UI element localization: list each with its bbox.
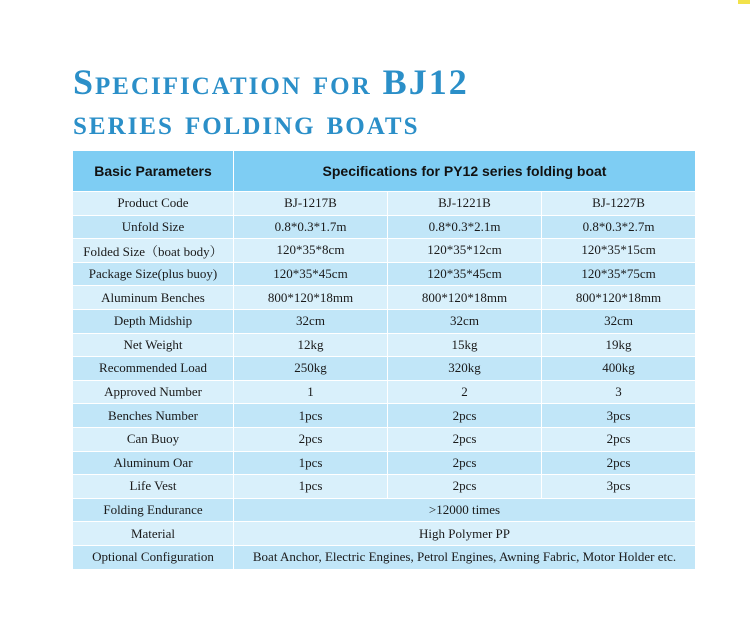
spec-merged-value-cell: High Polymer PP <box>234 522 696 546</box>
table-row <box>73 545 696 569</box>
specification-table <box>72 150 696 570</box>
table-row <box>73 380 696 404</box>
spec-value-cell: 1pcs <box>234 451 388 475</box>
corner-accent-mark <box>738 0 750 4</box>
table-row <box>73 215 696 239</box>
table-row <box>73 522 696 546</box>
spec-value-cell: 2pcs <box>388 475 542 499</box>
spec-value-cell: 3pcs <box>542 404 696 428</box>
table-row <box>73 451 696 475</box>
spec-value-cell: 3 <box>542 380 696 404</box>
parameter-label: Aluminum Benches <box>73 286 234 310</box>
table-row <box>73 404 696 428</box>
spec-value-cell: 32cm <box>542 309 696 333</box>
parameter-label: Depth Midship <box>73 309 234 333</box>
spec-value-cell: 250kg <box>234 357 388 381</box>
spec-merged-value-cell: >12000 times <box>234 498 696 522</box>
spec-value-cell: 1 <box>234 380 388 404</box>
table-row <box>73 239 696 263</box>
parameter-label: Life Vest <box>73 475 234 499</box>
parameter-label: Recommended Load <box>73 357 234 381</box>
table-row <box>73 192 696 216</box>
title-line-2: series folding boats <box>73 102 420 142</box>
title-line-1: Specification for BJ12 <box>73 62 469 102</box>
parameter-label: Aluminum Oar <box>73 451 234 475</box>
spec-value-cell: BJ-1227B <box>542 192 696 216</box>
spec-value-cell: 2pcs <box>388 427 542 451</box>
parameter-label: Optional Configuration <box>73 545 234 569</box>
spec-value-cell: 1pcs <box>234 475 388 499</box>
table-row <box>73 357 696 381</box>
table-body <box>73 192 696 570</box>
spec-value-cell: 120*35*12cm <box>388 239 542 263</box>
spec-value-cell: 0.8*0.3*2.7m <box>542 215 696 239</box>
spec-value-cell: 800*120*18mm <box>542 286 696 310</box>
spec-value-cell: 120*35*75cm <box>542 262 696 286</box>
parameter-label: Can Buoy <box>73 427 234 451</box>
spec-value-cell: 800*120*18mm <box>388 286 542 310</box>
page-title <box>73 62 469 142</box>
spec-value-cell: 400kg <box>542 357 696 381</box>
spec-value-cell: 19kg <box>542 333 696 357</box>
table-row <box>73 309 696 333</box>
parameter-label: Benches Number <box>73 404 234 428</box>
spec-value-cell: 120*35*45cm <box>388 262 542 286</box>
spec-value-cell: 2pcs <box>542 427 696 451</box>
spec-value-cell: 1pcs <box>234 404 388 428</box>
parameter-label: Package Size(plus buoy) <box>73 262 234 286</box>
spec-value-cell: 2pcs <box>542 451 696 475</box>
table-row <box>73 286 696 310</box>
table-row <box>73 262 696 286</box>
spec-value-cell: 32cm <box>388 309 542 333</box>
spec-value-cell: 800*120*18mm <box>234 286 388 310</box>
spec-value-cell: BJ-1221B <box>388 192 542 216</box>
parameter-label: Material <box>73 522 234 546</box>
spec-value-cell: 12kg <box>234 333 388 357</box>
spec-value-cell: 320kg <box>388 357 542 381</box>
spec-merged-value-cell: Boat Anchor, Electric Engines, Petrol Engines, Awning Fabric, Motor Holder etc. <box>234 545 696 569</box>
parameter-label: Approved Number <box>73 380 234 404</box>
spec-value-cell: 15kg <box>388 333 542 357</box>
header-basic-parameters: Basic Parameters <box>73 151 234 192</box>
table-row <box>73 427 696 451</box>
parameter-label: Net Weight <box>73 333 234 357</box>
spec-value-cell: 120*35*15cm <box>542 239 696 263</box>
spec-value-cell: 0.8*0.3*1.7m <box>234 215 388 239</box>
table-row <box>73 333 696 357</box>
spec-value-cell: 2 <box>388 380 542 404</box>
spec-value-cell: 120*35*8cm <box>234 239 388 263</box>
parameter-label: Product Code <box>73 192 234 216</box>
parameter-label: Folded Size（boat body） <box>73 239 234 263</box>
spec-value-cell: 3pcs <box>542 475 696 499</box>
table-row <box>73 498 696 522</box>
table-header-row <box>73 151 696 192</box>
parameter-label: Unfold Size <box>73 215 234 239</box>
spec-value-cell: 0.8*0.3*2.1m <box>388 215 542 239</box>
spec-value-cell: BJ-1217B <box>234 192 388 216</box>
spec-value-cell: 2pcs <box>234 427 388 451</box>
table-row <box>73 475 696 499</box>
spec-value-cell: 120*35*45cm <box>234 262 388 286</box>
spec-value-cell: 2pcs <box>388 451 542 475</box>
spec-value-cell: 2pcs <box>388 404 542 428</box>
header-specifications: Specifications for PY12 series folding boat <box>234 151 696 192</box>
parameter-label: Folding Endurance <box>73 498 234 522</box>
spec-value-cell: 32cm <box>234 309 388 333</box>
